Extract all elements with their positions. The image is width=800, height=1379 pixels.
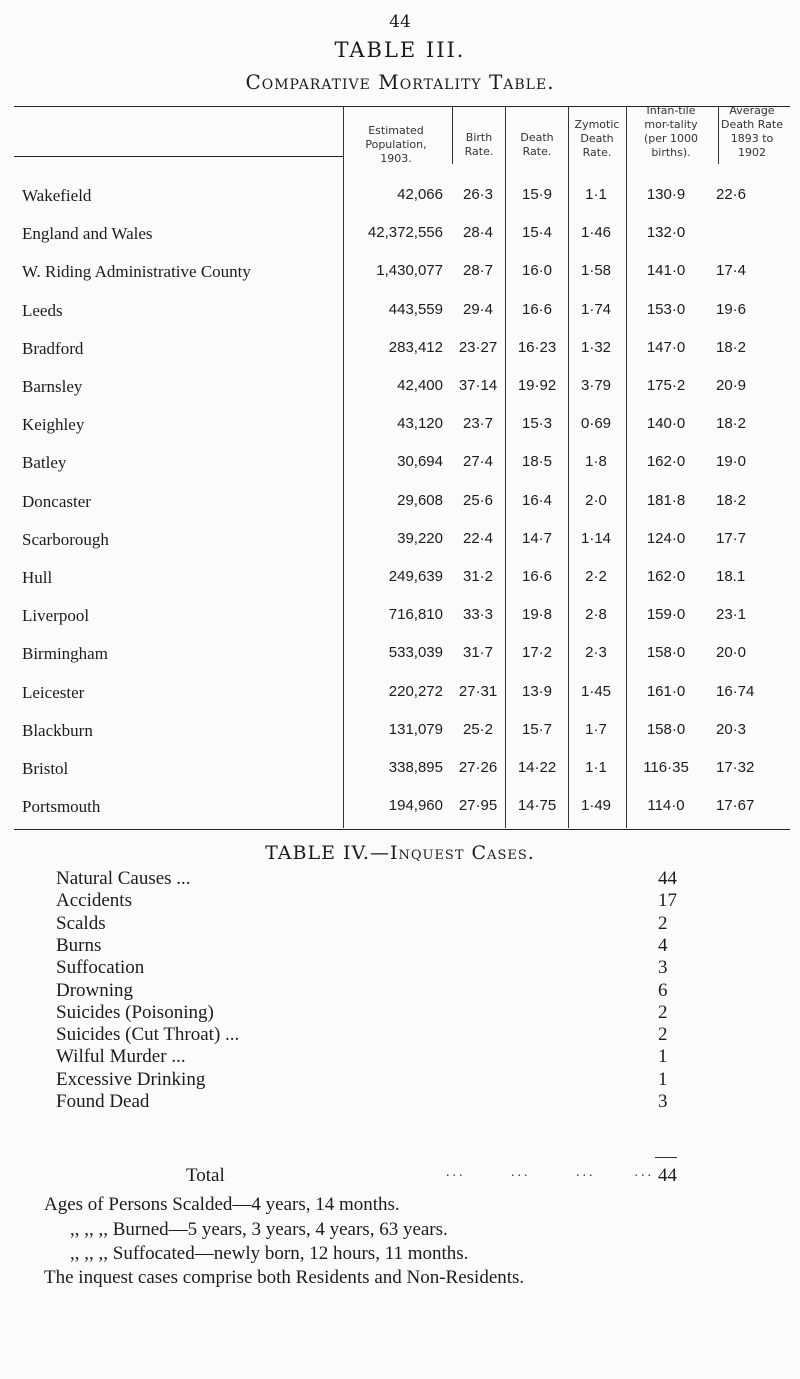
inquest-item [56, 1091, 756, 1111]
death-rate-cell: 16·23 [517, 338, 557, 356]
population-cell: 443,559 [388, 300, 443, 318]
table-row [0, 644, 800, 666]
death-rate-cell: 16·6 [521, 568, 553, 585]
note-burned: ,, ,, ,, Burned—5 years, 3 years, 4 years, 63 years. [70, 1219, 448, 1240]
population-cell: 29,608 [397, 491, 443, 509]
death-rate-cell: 19·8 [521, 606, 553, 624]
inquest-count: 1 [658, 1046, 668, 1068]
population-cell: 42,400 [397, 377, 443, 394]
average-cell: 22·6 [716, 186, 747, 203]
inquest-count: 1 [658, 1068, 668, 1090]
table-row [0, 224, 800, 246]
population-cell: 716,810 [388, 606, 443, 624]
infantile-cell: 132·0 [646, 224, 686, 242]
inquest-item [56, 913, 756, 933]
population-cell: 249,639 [388, 568, 443, 585]
place-name: Hull [22, 568, 53, 587]
zymotic-cell: 0·69 [580, 415, 612, 433]
death-rate-cell: 15·7 [521, 720, 553, 738]
inquest-count: 3 [658, 1091, 668, 1112]
table-row [0, 339, 800, 361]
population-cell: 220,272 [388, 682, 443, 700]
inquest-label: Suicides (Cut Throat) ... [56, 1024, 240, 1046]
inquest-count: 17 [658, 890, 677, 912]
birth-rate-cell: 23·7 [462, 415, 494, 433]
birth-rate-cell: 22·4 [462, 529, 494, 547]
death-rate-cell: 14·22 [517, 759, 557, 776]
table4-title-name: Inquest Cases. [389, 842, 535, 864]
inquest-count: 6 [658, 979, 668, 1001]
place-name: Bradford [22, 338, 84, 358]
table-row [0, 301, 800, 323]
note-suffocated: ,, ,, ,, Suffocated—newly born, 12 hours, 11 months. [70, 1243, 469, 1264]
infantile-cell: 141·0 [646, 262, 686, 280]
header-population: Estimated Population, 1903. [365, 124, 427, 165]
population-cell: 533,039 [388, 644, 443, 662]
inquest-item [56, 935, 756, 955]
zymotic-cell: 2·2 [585, 568, 607, 585]
population-cell: 43,120 [397, 415, 443, 433]
death-rate-cell: 16·0 [521, 262, 553, 280]
note-scalded: Ages of Persons Scalded—4 years, 14 months. [44, 1194, 400, 1215]
table-row [0, 721, 800, 743]
infantile-cell: 116·35 [643, 759, 689, 776]
death-rate-cell: 13·9 [521, 682, 553, 700]
header-average: Average Death Rate 1893 to 1902 [721, 104, 783, 159]
header-death-rate: Death Rate. [520, 131, 554, 158]
table-row [0, 759, 800, 781]
table4-title-number: TABLE IV.— [265, 842, 390, 864]
death-rate-cell: 15·4 [521, 224, 553, 242]
header-bottom-rule [14, 156, 344, 157]
place-name: Portsmouth [22, 797, 101, 817]
birth-rate-cell: 23·27 [458, 338, 498, 356]
zymotic-cell: 1·14 [580, 529, 612, 547]
zymotic-cell: 1·58 [580, 262, 612, 280]
birth-rate-cell: 37·14 [458, 377, 498, 394]
place-name: Leeds [22, 300, 63, 320]
average-cell: 18.1 [716, 568, 746, 585]
average-cell: 19·6 [716, 300, 747, 318]
inquest-item [56, 1024, 756, 1044]
population-cell: 131,079 [388, 720, 443, 738]
birth-rate-cell: 26·3 [462, 186, 494, 203]
place-name: Keighley [22, 415, 85, 435]
average-cell: 18·2 [716, 491, 747, 509]
death-rate-cell: 14·7 [521, 529, 553, 547]
table-row [0, 186, 800, 208]
infantile-cell: 162·0 [646, 453, 686, 471]
inquest-item [56, 1002, 756, 1022]
death-rate-cell: 18·5 [521, 453, 553, 471]
zymotic-cell: 1·46 [580, 224, 612, 242]
death-rate-cell: 15·9 [521, 186, 553, 203]
population-cell: 42,372,556 [367, 224, 443, 242]
place-name: Doncaster [22, 491, 91, 511]
inquest-item [56, 890, 756, 910]
average-cell: 20·3 [716, 720, 747, 738]
place-name: Birmingham [22, 644, 108, 664]
population-cell: 30,694 [397, 453, 443, 471]
inquest-item [56, 1069, 756, 1089]
death-rate-cell: 14·75 [517, 797, 557, 815]
table-row [0, 415, 800, 437]
table-subtitle: Comparative Mortality Table. [245, 70, 555, 94]
table-row [0, 606, 800, 628]
average-cell: 18·2 [716, 415, 747, 433]
table-row [0, 797, 800, 819]
total-label: Total [186, 1165, 225, 1186]
infantile-cell: 181·8 [646, 491, 686, 509]
inquest-label: Suffocation [56, 957, 145, 979]
infantile-cell: 147·0 [646, 338, 686, 356]
infantile-cell: 114·0 [647, 797, 685, 815]
place-name: Barnsley [22, 377, 83, 396]
place-name: Scarborough [22, 529, 109, 549]
average-cell: 18·2 [716, 338, 747, 356]
inquest-label: Found Dead [56, 1091, 150, 1112]
birth-rate-cell: 29·4 [462, 300, 494, 318]
zymotic-cell: 2·3 [585, 644, 607, 662]
inquest-label: Drowning [56, 979, 134, 1001]
total-count: 44 [658, 1165, 677, 1186]
table-row [0, 377, 800, 399]
header-birth-rate: Birth Rate. [464, 131, 494, 158]
average-cell: 17·7 [716, 529, 747, 547]
table-row [0, 530, 800, 552]
average-cell: 20·0 [716, 644, 747, 662]
place-name: England and Wales [22, 224, 153, 244]
zymotic-cell: 3·79 [580, 377, 612, 394]
death-rate-cell: 19·92 [517, 377, 557, 394]
birth-rate-cell: 27·31 [458, 682, 498, 700]
death-rate-cell: 15·3 [521, 415, 553, 433]
population-cell: 283,412 [388, 338, 443, 356]
average-cell: 17·67 [716, 797, 755, 815]
birth-rate-cell: 25·6 [462, 491, 494, 509]
average-cell: 23·1 [716, 606, 747, 624]
zymotic-cell: 1·7 [585, 720, 607, 738]
population-cell: 338,895 [388, 759, 443, 776]
infantile-cell: 162·0 [646, 568, 686, 585]
inquest-label: Excessive Drinking [56, 1068, 206, 1090]
inquest-label: Suicides (Poisoning) [56, 1001, 214, 1023]
table-row [0, 492, 800, 514]
zymotic-cell: 1·1 [585, 759, 607, 776]
column-divider [718, 106, 719, 164]
zymotic-cell: 1·49 [580, 797, 612, 815]
inquest-label: Burns [56, 934, 102, 956]
inquest-count: 3 [658, 957, 668, 979]
inquest-count: 2 [658, 1024, 668, 1046]
death-rate-cell: 17·2 [521, 644, 553, 662]
zymotic-cell: 1·1 [585, 186, 607, 203]
inquest-item [56, 980, 756, 1000]
birth-rate-cell: 27·4 [462, 453, 494, 471]
page-number: 44 [389, 12, 411, 32]
inquest-item [56, 957, 756, 977]
infantile-cell: 140·0 [646, 415, 686, 433]
population-cell: 39,220 [397, 529, 443, 547]
inquest-count: 2 [658, 1001, 668, 1023]
leader-dots: ... ... ... ... [446, 1165, 654, 1180]
total-row [56, 1165, 756, 1185]
zymotic-cell: 1·32 [580, 338, 612, 356]
zymotic-cell: 1·8 [585, 453, 607, 471]
zymotic-cell: 1·45 [580, 682, 612, 700]
birth-rate-cell: 27·26 [458, 759, 498, 776]
population-cell: 1,430,077 [376, 262, 443, 280]
death-rate-cell: 16·6 [521, 300, 553, 318]
infantile-cell: 124·0 [646, 529, 686, 547]
total-rule [655, 1157, 677, 1158]
birth-rate-cell: 33·3 [462, 606, 494, 624]
place-name: Wakefield [22, 186, 92, 205]
infantile-cell: 153·0 [646, 300, 686, 318]
zymotic-cell: 1·74 [580, 300, 612, 318]
average-cell: 16·74 [716, 682, 755, 700]
inquest-item [56, 868, 756, 888]
infantile-cell: 158·0 [646, 644, 686, 662]
place-name: Liverpool [22, 606, 90, 626]
death-rate-cell: 16·4 [521, 491, 553, 509]
birth-rate-cell: 31·7 [462, 644, 494, 662]
place-name: Blackburn [22, 720, 93, 740]
population-cell: 194,960 [388, 797, 443, 815]
infantile-cell: 161·0 [646, 682, 686, 700]
average-cell: 17·4 [716, 262, 747, 280]
birth-rate-cell: 28·4 [462, 224, 494, 242]
place-name: Leicester [22, 682, 85, 702]
average-cell: 20·9 [716, 377, 747, 394]
birth-rate-cell: 25·2 [462, 720, 494, 738]
inquest-label: Scalds [56, 912, 106, 934]
infantile-cell: 159·0 [646, 606, 686, 624]
table-row [0, 568, 800, 590]
inquest-label: Accidents [56, 890, 132, 912]
average-cell: 19·0 [716, 453, 747, 471]
inquest-count: 2 [658, 912, 668, 934]
infantile-cell: 175·2 [646, 377, 686, 394]
inquest-item [56, 1046, 756, 1066]
place-name: Bristol [22, 759, 69, 778]
birth-rate-cell: 27·95 [458, 797, 498, 815]
inquest-label: Wilful Murder ... [56, 1046, 186, 1068]
table-row [0, 453, 800, 475]
population-cell: 42,066 [397, 186, 443, 203]
birth-rate-cell: 28·7 [462, 262, 494, 280]
inquest-label: Natural Causes ... [56, 868, 191, 889]
table4-title [0, 842, 800, 864]
birth-rate-cell: 31·2 [462, 568, 494, 585]
place-name: Batley [22, 453, 67, 473]
zymotic-cell: 2·8 [585, 606, 607, 624]
zymotic-cell: 2·0 [585, 491, 607, 509]
table-title: TABLE III. [334, 38, 466, 62]
column-divider [452, 106, 453, 164]
note-residents: The inquest cases comprise both Residents and Non-Residents. [44, 1267, 525, 1288]
inquest-count: 44 [658, 868, 677, 889]
table-row [0, 683, 800, 705]
header-zymotic: Zymotic Death Rate. [574, 118, 620, 159]
header-infantile: Infan-tile mor-tality (per 1000 births). [643, 104, 699, 159]
average-cell: 17·32 [716, 759, 755, 776]
place-name: W. Riding Administrative County [22, 262, 251, 282]
infantile-cell: 158·0 [646, 720, 686, 738]
table-bottom-rule [14, 829, 790, 830]
inquest-count: 4 [658, 934, 668, 956]
infantile-cell: 130·9 [646, 186, 686, 203]
table-row [0, 262, 800, 284]
